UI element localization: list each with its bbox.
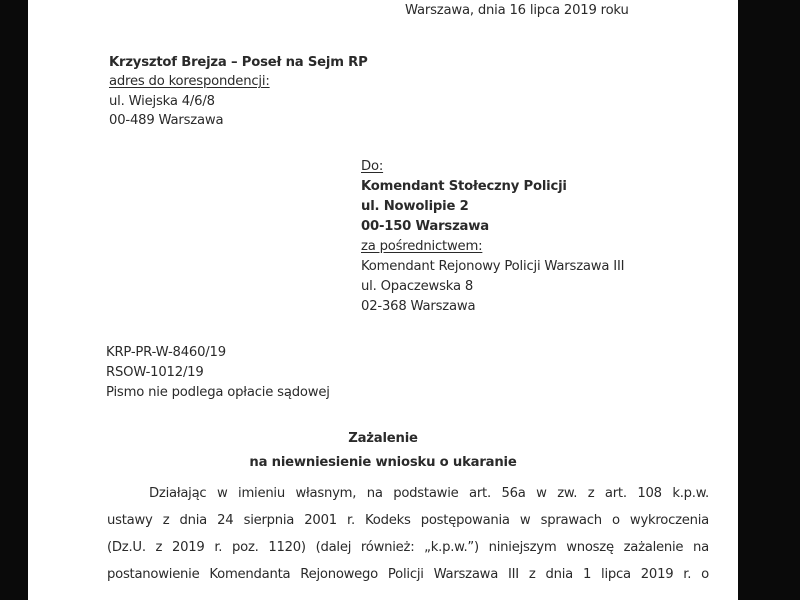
- title-line-1: Zażalenie: [348, 431, 418, 446]
- title-line-2: na niewniesienie wniosku o ukaranie: [249, 455, 517, 470]
- body-line: postanowienie Komendanta Rejonowego Policji Warszawa III z dnia 1 lipca 2019 r. o: [107, 567, 709, 582]
- via-label: za pośrednictwem:: [361, 239, 483, 254]
- body-line: ustawy z dnia 24 sierpnia 2001 r. Kodeks postępowania w sprawach o wykroczenia: [107, 513, 709, 528]
- fee-note: Pismo nie podlega opłacie sądowej: [106, 385, 330, 400]
- place-and-date: Warszawa, dnia 16 lipca 2019 roku: [405, 3, 629, 18]
- body-paragraph: [107, 480, 709, 588]
- via-city: 02-368 Warszawa: [361, 299, 476, 314]
- sender-address-label: adres do korespondencji:: [109, 74, 270, 89]
- sender-name: Krzysztof Brejza – Poseł na Sejm RP: [109, 55, 368, 70]
- via-street: ul. Opaczewska 8: [361, 279, 474, 294]
- recipient-name: Komendant Stołeczny Policji: [361, 179, 567, 194]
- body-line: Działając w imieniu własnym, na podstawie art. 56a w zw. z art. 108 k.p.w.: [149, 486, 709, 501]
- body-line: (Dz.U. z 2019 r. poz. 1120) (dalej również: „k.p.w.”) niniejszym wnoszę zażalenie na: [107, 540, 709, 555]
- sender-street: ul. Wiejska 4/6/8: [109, 94, 215, 109]
- reference-number-1: KRP-PR-W-8460/19: [106, 345, 226, 360]
- document-page: [28, 0, 738, 600]
- recipient-to-label: Do:: [361, 159, 384, 174]
- via-name: Komendant Rejonowy Policji Warszawa III: [361, 259, 625, 274]
- sender-city: 00-489 Warszawa: [109, 113, 224, 128]
- reference-number-2: RSOW-1012/19: [106, 365, 204, 380]
- recipient-street: ul. Nowolipie 2: [361, 199, 469, 214]
- recipient-city: 00-150 Warszawa: [361, 219, 489, 234]
